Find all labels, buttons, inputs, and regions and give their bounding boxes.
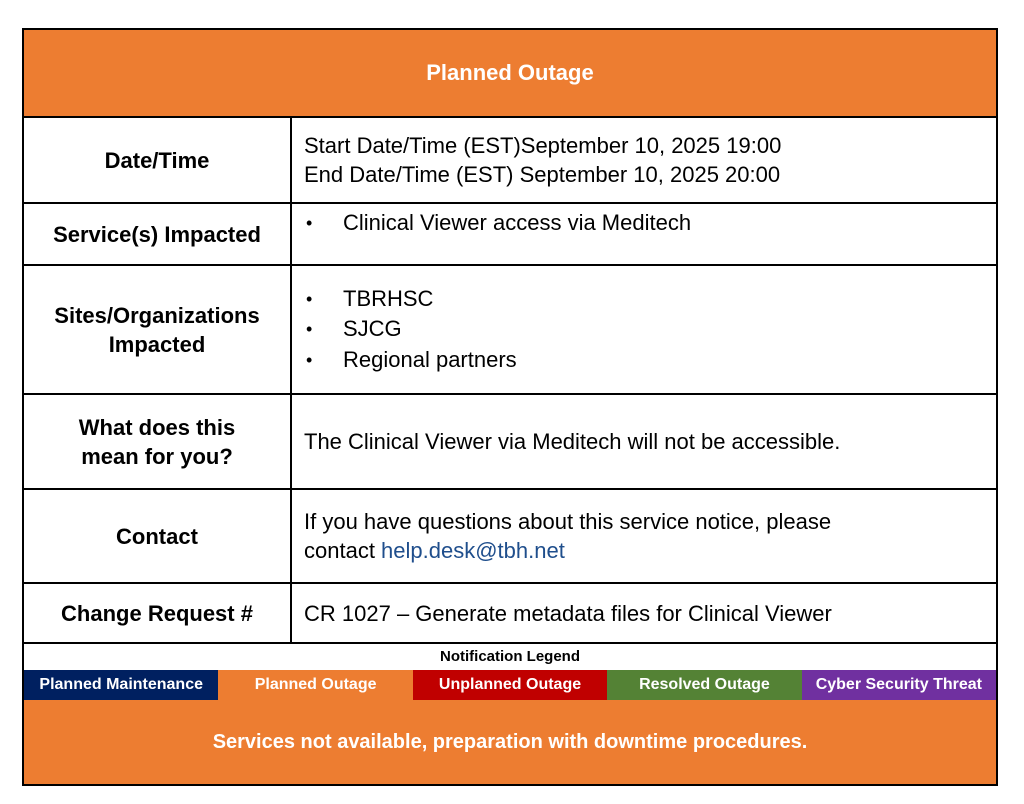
legend-unplanned-outage: Unplanned Outage <box>413 670 607 700</box>
bullet-icon: • <box>306 319 313 340</box>
row-contact <box>24 488 996 582</box>
legend-title: Notification Legend <box>24 642 996 670</box>
legend-planned-outage: Planned Outage <box>218 670 412 700</box>
contact-label: Contact <box>24 490 292 582</box>
legend-planned-maintenance: Planned Maintenance <box>24 670 218 700</box>
legend-resolved-outage: Resolved Outage <box>607 670 801 700</box>
date-time-label: Date/Time <box>24 118 292 202</box>
sites-impacted-label: Sites/Organizations Impacted <box>24 266 292 393</box>
list-item: • Regional partners <box>304 345 996 376</box>
change-request-label: Change Request # <box>24 584 292 642</box>
services-impacted-label: Service(s) Impacted <box>24 204 292 264</box>
bullet-icon: • <box>306 349 313 370</box>
contact-value: If you have questions about this service notice, please contact help.desk@tbh.net <box>304 509 832 563</box>
outage-notice <box>22 28 998 786</box>
sites-impacted-value <box>292 266 996 393</box>
services-impacted-value <box>292 204 996 264</box>
row-date-time <box>24 116 996 202</box>
what-it-means-value: The Clinical Viewer via Meditech will not be accessible. <box>304 429 841 454</box>
footer-message: Services not available, preparation with downtime procedures. <box>24 700 996 784</box>
help-desk-email-link[interactable]: help.desk@tbh.net <box>381 538 565 563</box>
notification-legend <box>24 670 996 700</box>
change-request-value: CR 1027 – Generate metadata files for Clinical Viewer <box>304 600 832 626</box>
start-date-time: Start Date/Time (EST)September 10, 2025 19:00 <box>304 133 782 158</box>
list-item: • Clinical Viewer access via Meditech <box>304 208 996 239</box>
row-sites-impacted <box>24 264 996 393</box>
row-change-request <box>24 582 996 642</box>
list-item: • SJCG <box>304 314 996 345</box>
legend-cyber-security-threat: Cyber Security Threat <box>802 670 996 700</box>
date-time-value <box>292 118 996 202</box>
notice-title: Planned Outage <box>24 30 996 116</box>
end-date-time: End Date/Time (EST) September 10, 2025 20:00 <box>304 162 781 187</box>
row-services-impacted <box>24 202 996 264</box>
row-what-it-means <box>24 393 996 488</box>
sites-list <box>304 284 996 376</box>
what-it-means-label: What does this mean for you? <box>24 395 292 488</box>
services-list <box>304 208 996 239</box>
bullet-icon: • <box>306 288 313 309</box>
bullet-icon: • <box>306 213 313 233</box>
list-item: • TBRHSC <box>304 284 996 315</box>
